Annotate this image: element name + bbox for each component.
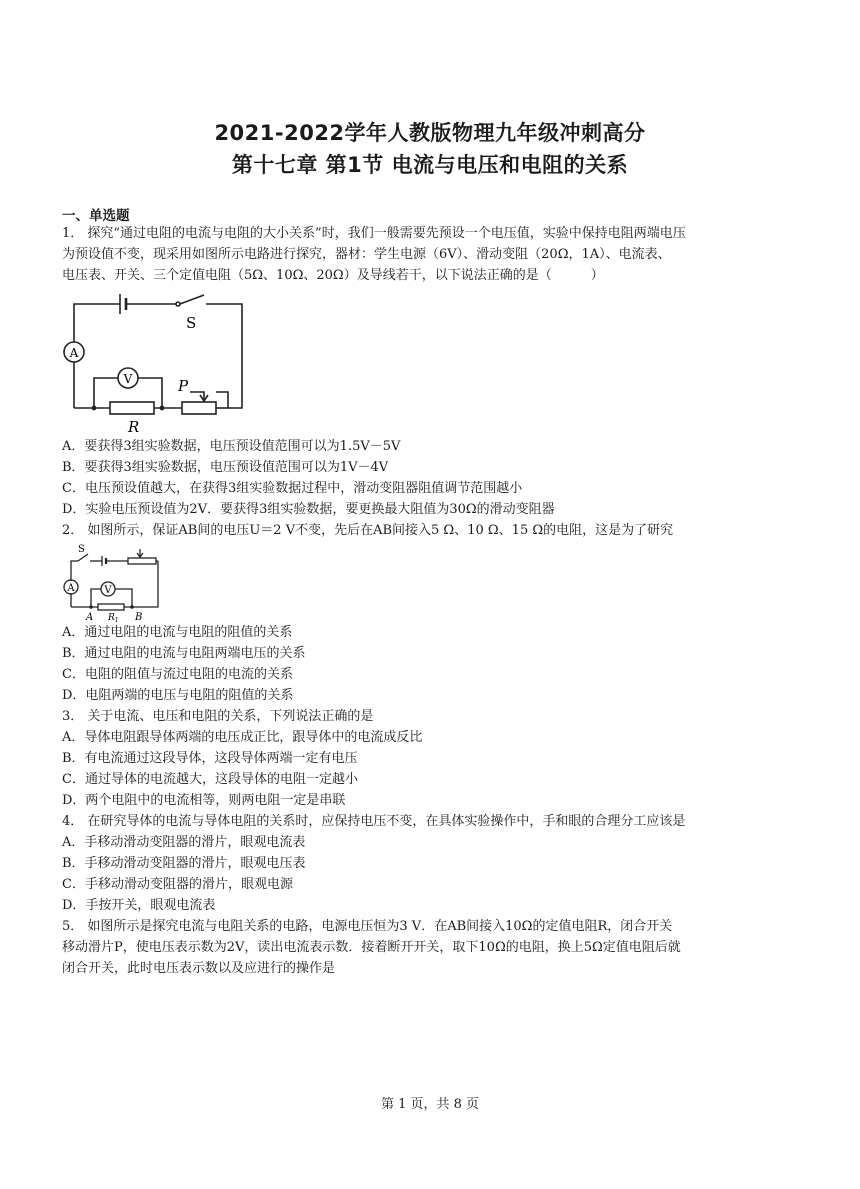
q2-voltmeter-label: V — [104, 585, 112, 596]
q1-option-d: D．实验电压预设值为2V．要获得3组实验数据，要更换最大阻值为30Ω的滑动变阻器 — [62, 502, 555, 517]
q3-option-d: D．两个电阻中的电流相等，则两电阻一定是串联 — [62, 793, 346, 808]
q2-option-b: B．通过电阻的电流与电阻两端电压的关系 — [62, 646, 306, 661]
q2-option-d: D．电阻两端的电压与电阻的阻值的关系 — [62, 688, 294, 703]
q2-point-a-label: A — [86, 612, 94, 623]
q5-stem-line1: 5． 如图所示是探究电流与电阻关系的电路，电源电压恒为3 V．在AB间接入10Ω的定值电阻R，闭合开关 — [62, 919, 673, 934]
q5-stem-line2: 移动滑片P，使电压表示数为2V，读出电流表示数．接着断开开关，取下10Ω的电阻，换上5Ω定值电阻后就 — [62, 940, 681, 955]
q2-circuit-diagram — [58, 543, 168, 623]
q1-ammeter-label: A — [69, 346, 79, 360]
q2-ammeter-label: A — [67, 583, 75, 594]
q1-resistor-label: R — [128, 418, 140, 436]
q1-slider-label: P — [178, 377, 189, 395]
q4-option-d: D．手按开关，眼观电流表 — [62, 898, 216, 913]
q4-option-b: B．手移动滑动变阻器的滑片，眼观电压表 — [62, 856, 306, 871]
q4-option-a: A．手移动滑动变阻器的滑片，眼观电流表 — [62, 835, 306, 850]
q1-circuit-diagram — [58, 290, 258, 436]
q2-resistor-label: $R_1$ — [108, 613, 119, 623]
q4-stem: 4． 在研究导体的电流与导体电阻的关系时，应保持电压不变，在具体实验操作中，手和眼的合理分工应该是 — [62, 814, 686, 829]
chapter-title: 第十七章 第1节 电流与电压和电阻的关系 — [231, 153, 629, 177]
q1-stem-line1: 1． 探究“通过电阻的电流与电阻的大小关系”时，我们一般需要先预设一个电压值，实验中保持电阻两端电压 — [62, 226, 686, 241]
q2-stem: 2． 如图所示，保证AB间的电压U＝2 V不变，先后在AB间接入5 Ω、10 Ω、15 Ω的电阻，这是为了研究 — [62, 523, 674, 538]
q2-switch-label: S — [78, 544, 85, 555]
q4-option-c: C．手移动滑动变阻器的滑片，眼观电源 — [62, 877, 293, 892]
q1-switch-label: S — [186, 314, 197, 332]
q5-stem-line3: 闭合开关，此时电压表示数以及应进行的操作是 — [62, 961, 336, 976]
q3-stem: 3． 关于电流、电压和电阻的关系，下列说法正确的是 — [62, 709, 374, 724]
q2-point-b-label: B — [135, 612, 143, 623]
q1-option-a: A．要获得3组实验数据，电压预设值范围可以为1.5V－5V — [62, 439, 401, 454]
page-footer: 第 1 页，共 8 页 — [380, 1097, 480, 1112]
q3-option-b: B．有电流通过这段导体，这段导体两端一定有电压 — [62, 751, 358, 766]
q1-stem-line3: 电压表、开关、三个定值电阻（5Ω、10Ω、20Ω）及导线若干，以下说法正确的是（ ） — [62, 268, 604, 283]
q3-option-a: A．导体电阻跟导体两端的电压成正比，跟导体中的电流成反比 — [62, 730, 423, 745]
q1-voltmeter-label: V — [123, 372, 133, 386]
q3-option-c: C．通过导体的电流越大，这段导体的电阻一定越小 — [62, 772, 358, 787]
q1-stem-line2: 为预设值不变，现采用如图所示电路进行探究，器材：学生电源（6V）、滑动变阻（20Ω，1A）、电流表、 — [62, 247, 671, 262]
q2-option-a: A．通过电阻的电流与电阻的阻值的关系 — [62, 625, 293, 640]
q1-option-b: B．要获得3组实验数据，电压预设值范围可以为1V－4V — [62, 460, 389, 475]
q1-option-c: C．电压预设值越大，在获得3组实验数据过程中，滑动变阻器阻值调节范围越小 — [62, 481, 523, 496]
section-heading: 一、单选题 — [62, 208, 130, 224]
document-title: 2021-2022学年人教版物理九年级冲刺高分 — [214, 121, 646, 145]
q2-option-c: C．电阻的阻值与流过电阻的电流的关系 — [62, 667, 293, 682]
